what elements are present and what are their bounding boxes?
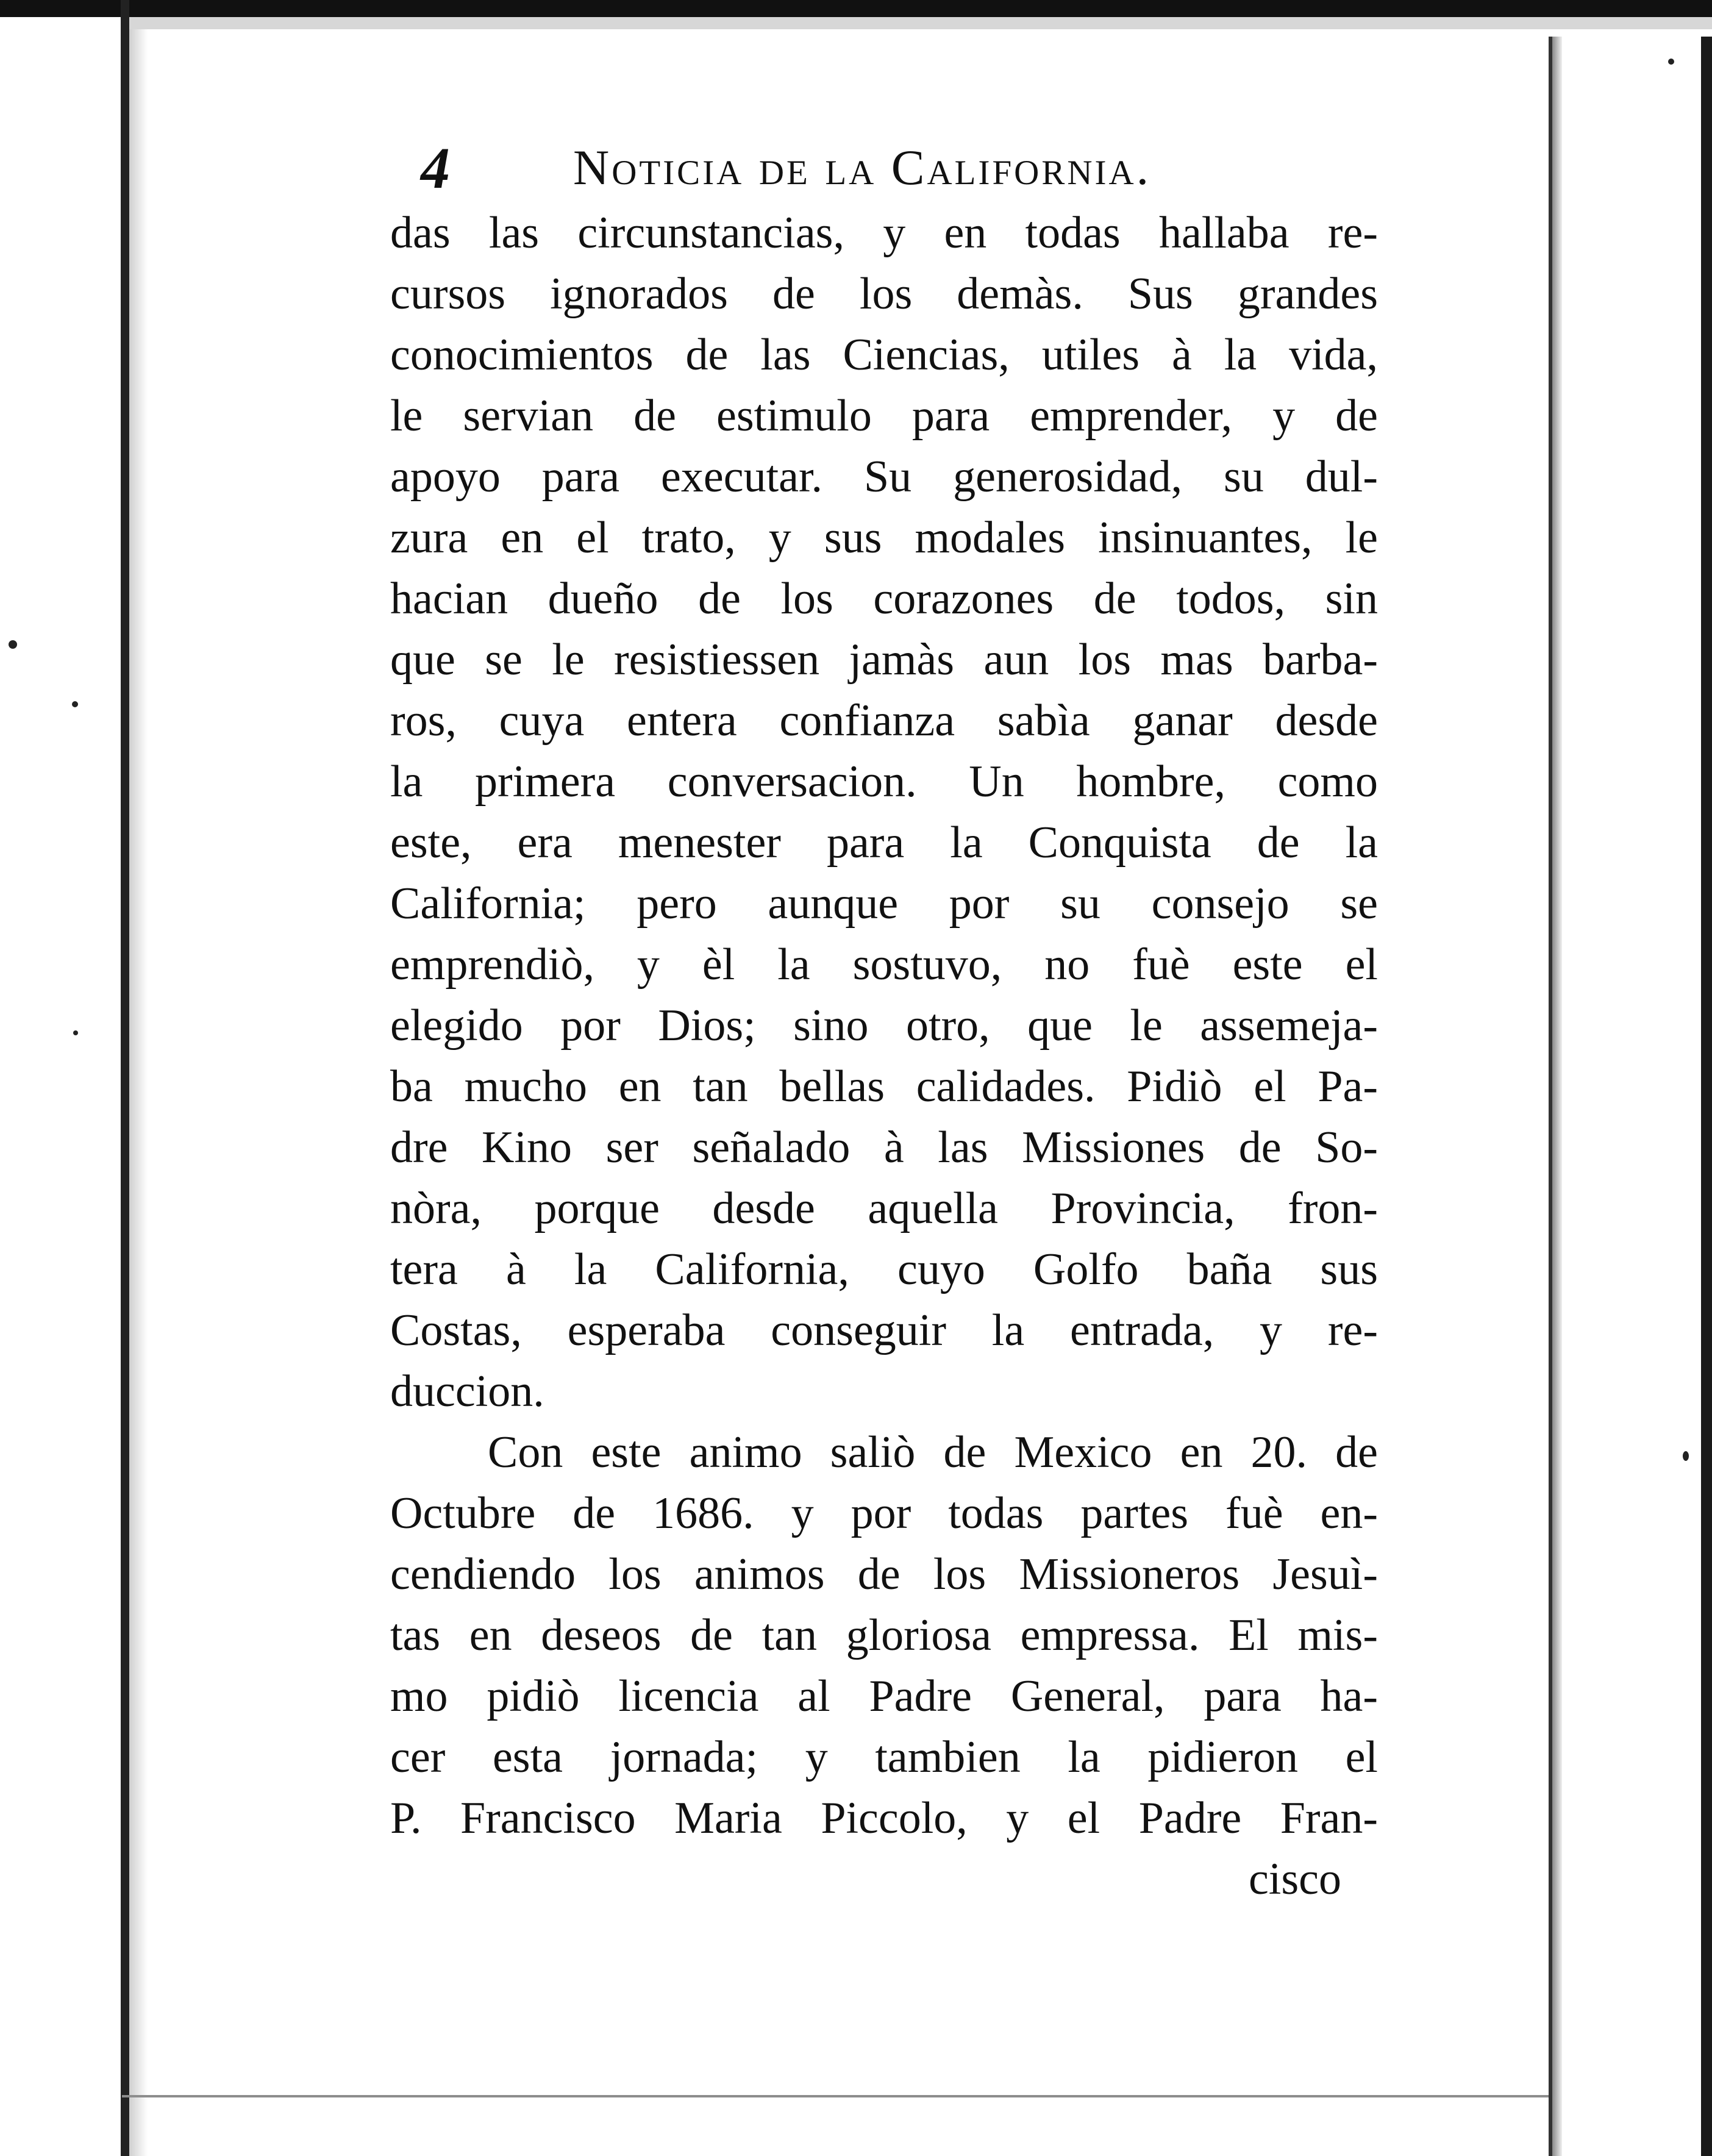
paragraph-2	[390, 1422, 1378, 1849]
catchword: cisco	[1248, 1854, 1341, 1904]
text-line: dre Kino ser señalado à las Missiones de So-	[390, 1123, 1378, 1173]
text-line: tera à la California, cuyo Golfo baña sus	[390, 1244, 1378, 1294]
text-line: elegido por Dios; sino otro, que le assemeja-	[390, 1001, 1378, 1051]
text-line: duccion.	[390, 1366, 544, 1416]
paragraph-1	[390, 202, 1378, 1422]
text-line: mo pidiò licencia al Padre General, para ha-	[390, 1671, 1378, 1721]
text-line: este, era menester para la Conquista de la	[390, 818, 1378, 868]
bottom-page-edge	[122, 2095, 1549, 2097]
page-left-edge	[121, 0, 129, 2156]
text-line: Con este animo saliò de Mexico en 20. de	[488, 1427, 1378, 1477]
margin-speck	[9, 640, 17, 649]
text-line: zura en el trato, y sus modales insinuantes, le	[390, 513, 1378, 563]
text-line: nòra, porque desde aquella Provincia, fron-	[390, 1183, 1378, 1233]
text-line: tas en deseos de tan gloriosa empressa. El mis-	[390, 1610, 1378, 1660]
text-line: Costas, esperaba conseguir la entrada, y re-	[390, 1305, 1378, 1355]
page-body	[390, 134, 1378, 1910]
text-line: hacian dueño de los corazones de todos, sin	[390, 574, 1378, 624]
text-line: apoyo para executar. Su generosidad, su dul-	[390, 452, 1378, 502]
text-line: le servian de estimulo para emprender, y de	[390, 391, 1378, 441]
page-left-shadow	[129, 29, 148, 2156]
text-line: California; pero aunque por su consejo se	[390, 879, 1378, 929]
margin-speck	[72, 701, 78, 707]
text-line: ba mucho en tan bellas calidades. Pidiò el Pa-	[390, 1062, 1378, 1112]
text-line: la primera conversacion. Un hombre, como	[390, 757, 1378, 807]
text-line: conocimientos de las Ciencias, utiles à la vida,	[390, 330, 1378, 380]
text-line: das las circunstancias, y en todas hallaba re-	[390, 208, 1378, 258]
margin-speck	[1668, 59, 1674, 65]
margin-speck	[73, 1030, 78, 1035]
text-line: que se le resistiessen jamàs aun los mas barba-	[390, 635, 1378, 685]
page-fold	[1552, 37, 1562, 2156]
top-page-edge	[122, 17, 1712, 29]
text-line: cer esta jornada; y tambien la pidieron el	[390, 1732, 1378, 1782]
text-line: cursos ignorados de los demàs. Sus grandes	[390, 269, 1378, 319]
running-title: Noticia de la California.	[573, 140, 1152, 195]
text-line: ros, cuya entera confianza sabìa ganar desde	[390, 696, 1378, 746]
text-line: P. Francisco Maria Piccolo, y el Padre Fran-	[390, 1793, 1378, 1843]
left-margin	[0, 0, 122, 2156]
top-scan-border	[0, 0, 1712, 17]
text-line: Octubre de 1686. y por todas partes fuè en-	[390, 1488, 1378, 1538]
page-number: 4	[421, 135, 450, 201]
next-page-edge	[1701, 37, 1712, 2156]
text-line: emprendiò, y èl la sostuvo, no fuè este el	[390, 940, 1378, 990]
text-line: cendiendo los animos de los Missioneros Jesuì-	[390, 1549, 1378, 1599]
running-head	[390, 134, 1378, 202]
margin-speck	[1683, 1451, 1689, 1461]
